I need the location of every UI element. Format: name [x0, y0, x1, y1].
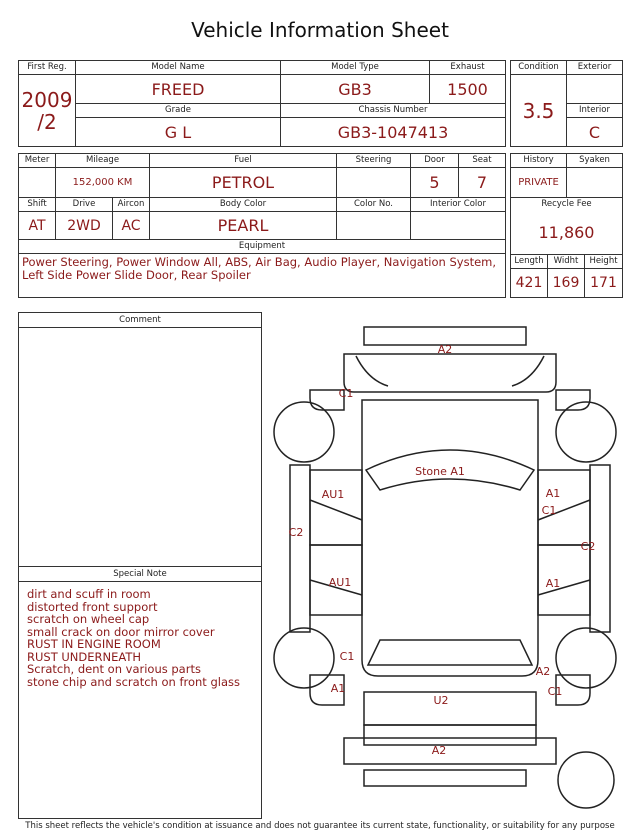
- mark-right-sill: C2: [580, 540, 596, 553]
- mark-front-left-corner: C1: [338, 387, 354, 400]
- special-note-box: [18, 566, 262, 819]
- first-reg-month: /2: [37, 109, 57, 134]
- mark-left-rear-corner: C1: [339, 650, 355, 663]
- rear-step-shape: [364, 770, 526, 786]
- mark-front-bumper: A2: [437, 343, 453, 356]
- seat-count: 7: [459, 168, 506, 198]
- special-note-item: RUST UNDERNEATH: [27, 649, 142, 664]
- mark-left-rear-quarter: A1: [330, 682, 346, 695]
- color-no: [337, 212, 411, 240]
- mark-right-rear-door: A1: [545, 577, 561, 590]
- equipment-list: Power Steering, Power Window All, ABS, Air Bag, Audio Player, Navigation System, Left Side Power Slide Door, Rear Spoiler: [22, 255, 497, 282]
- shift: AT: [19, 212, 56, 240]
- mark-left-front-door: AU1: [321, 488, 345, 501]
- steering-label: Steering: [337, 154, 411, 168]
- meter-label: Meter: [19, 154, 56, 168]
- special-note-item: distorted front support: [27, 599, 158, 614]
- interior-grade: C: [567, 118, 623, 147]
- special-note-item: dirt and scuff in room: [27, 587, 151, 601]
- door-count: 5: [411, 168, 459, 198]
- drive-label: Drive: [56, 198, 113, 212]
- roof-outline: [362, 400, 538, 676]
- syaken-label: Syaken: [567, 154, 623, 168]
- equipment-label: Equipment: [19, 240, 506, 254]
- width-label: Widht: [548, 255, 585, 269]
- body-color: PEARL: [150, 212, 337, 240]
- steering: [337, 168, 411, 198]
- comment-label: Comment: [19, 313, 261, 328]
- condition-score: 3.5: [511, 75, 567, 147]
- history-value: PRIVATE: [511, 168, 567, 198]
- mileage-label: Mileage: [56, 154, 150, 168]
- vehicle-main-table: [18, 60, 506, 147]
- shift-label: Shift: [19, 198, 56, 212]
- drive: 2WD: [56, 212, 113, 240]
- length: 421: [511, 269, 548, 298]
- interior-color: [411, 212, 506, 240]
- front-left-wheel: [274, 402, 334, 462]
- special-note-label: Special Note: [19, 567, 261, 582]
- mark-left-sill: C2: [288, 526, 304, 539]
- fuel-label: Fuel: [150, 154, 337, 168]
- model-type-label: Model Type: [281, 61, 430, 75]
- rear-right-wheel: [556, 628, 616, 688]
- length-label: Length: [511, 255, 548, 269]
- recycle-label: Recycle Fee: [511, 198, 623, 212]
- mark-rear-bumper: A2: [431, 744, 447, 757]
- grade-label: Grade: [76, 104, 281, 118]
- rear-bumper-shape: [344, 738, 556, 764]
- history-label: History: [511, 154, 567, 168]
- mark-right-front-door: A1: [545, 487, 561, 500]
- special-note-item: RUST IN ENGINE ROOM: [27, 637, 161, 651]
- exterior-grade: [567, 75, 623, 104]
- front-right-wheel: [556, 402, 616, 462]
- color-no-label: Color No.: [337, 198, 411, 212]
- exhaust-label: Exhaust: [430, 61, 506, 75]
- model-name-label: Model Name: [76, 61, 281, 75]
- mileage: 152,000 KM: [56, 168, 150, 198]
- interior-label: Interior: [567, 104, 623, 118]
- special-note-item: scratch on wheel cap: [27, 612, 150, 626]
- back-door-shape: [364, 692, 536, 725]
- grade: G L: [76, 118, 281, 147]
- syaken-value: [567, 168, 623, 198]
- height: 171: [585, 269, 623, 298]
- chassis-number: GB3-1047413: [281, 118, 506, 147]
- spare-wheel: [558, 752, 614, 808]
- condition-table: [510, 60, 623, 147]
- mark-windshield: Stone A1: [415, 465, 465, 478]
- door-label: Door: [411, 154, 459, 168]
- interior-color-label: Interior Color: [411, 198, 506, 212]
- width: 169: [548, 269, 585, 298]
- footer-disclaimer: This sheet reflects the vehicle's condition at issuance and does not guarantee its current state, functionality, or suitability for any purpose: [25, 821, 615, 831]
- height-label: Height: [585, 255, 623, 269]
- specs-table: [18, 153, 506, 298]
- model-name: FREED: [76, 75, 281, 104]
- special-note-item: stone chip and scratch on front glass: [27, 674, 240, 689]
- aircon: AC: [113, 212, 150, 240]
- mark-left-rear-door: AU1: [328, 576, 352, 589]
- first-reg-year: 2009: [21, 87, 73, 112]
- exterior-label: Exterior: [567, 61, 623, 75]
- mark-right-rear-quarter: A2: [535, 665, 551, 678]
- mark-back-door: U2: [433, 694, 449, 707]
- chassis-label: Chassis Number: [281, 104, 506, 118]
- special-note-list: [19, 582, 261, 688]
- left-front-door-shape: [310, 470, 362, 545]
- first-reg-label: First Reg.: [19, 61, 76, 75]
- condition-label: Condition: [511, 61, 567, 75]
- page-title: Vehicle Information Sheet: [191, 18, 449, 42]
- first-reg-value: [19, 75, 76, 147]
- meter-value: [19, 168, 56, 198]
- fuel: PETROL: [150, 168, 337, 198]
- special-note-item: Scratch, dent on various parts: [27, 662, 201, 676]
- history-table: [510, 153, 623, 298]
- aircon-label: Aircon: [113, 198, 150, 212]
- recycle-fee: 11,860: [511, 212, 623, 255]
- comment-box: [18, 312, 262, 567]
- hood-shape: [344, 354, 556, 392]
- mark-right-rear-corner: C1: [547, 685, 563, 698]
- model-type: GB3: [281, 75, 430, 104]
- exhaust: 1500: [430, 75, 506, 104]
- body-color-label: Body Color: [150, 198, 337, 212]
- seat-label: Seat: [459, 154, 506, 168]
- special-note-item: small crack on door mirror cover: [27, 624, 215, 639]
- rear-left-wheel: [274, 628, 334, 688]
- car-damage-diagram: [270, 320, 630, 820]
- mark-right-front-door-2: C1: [541, 504, 557, 517]
